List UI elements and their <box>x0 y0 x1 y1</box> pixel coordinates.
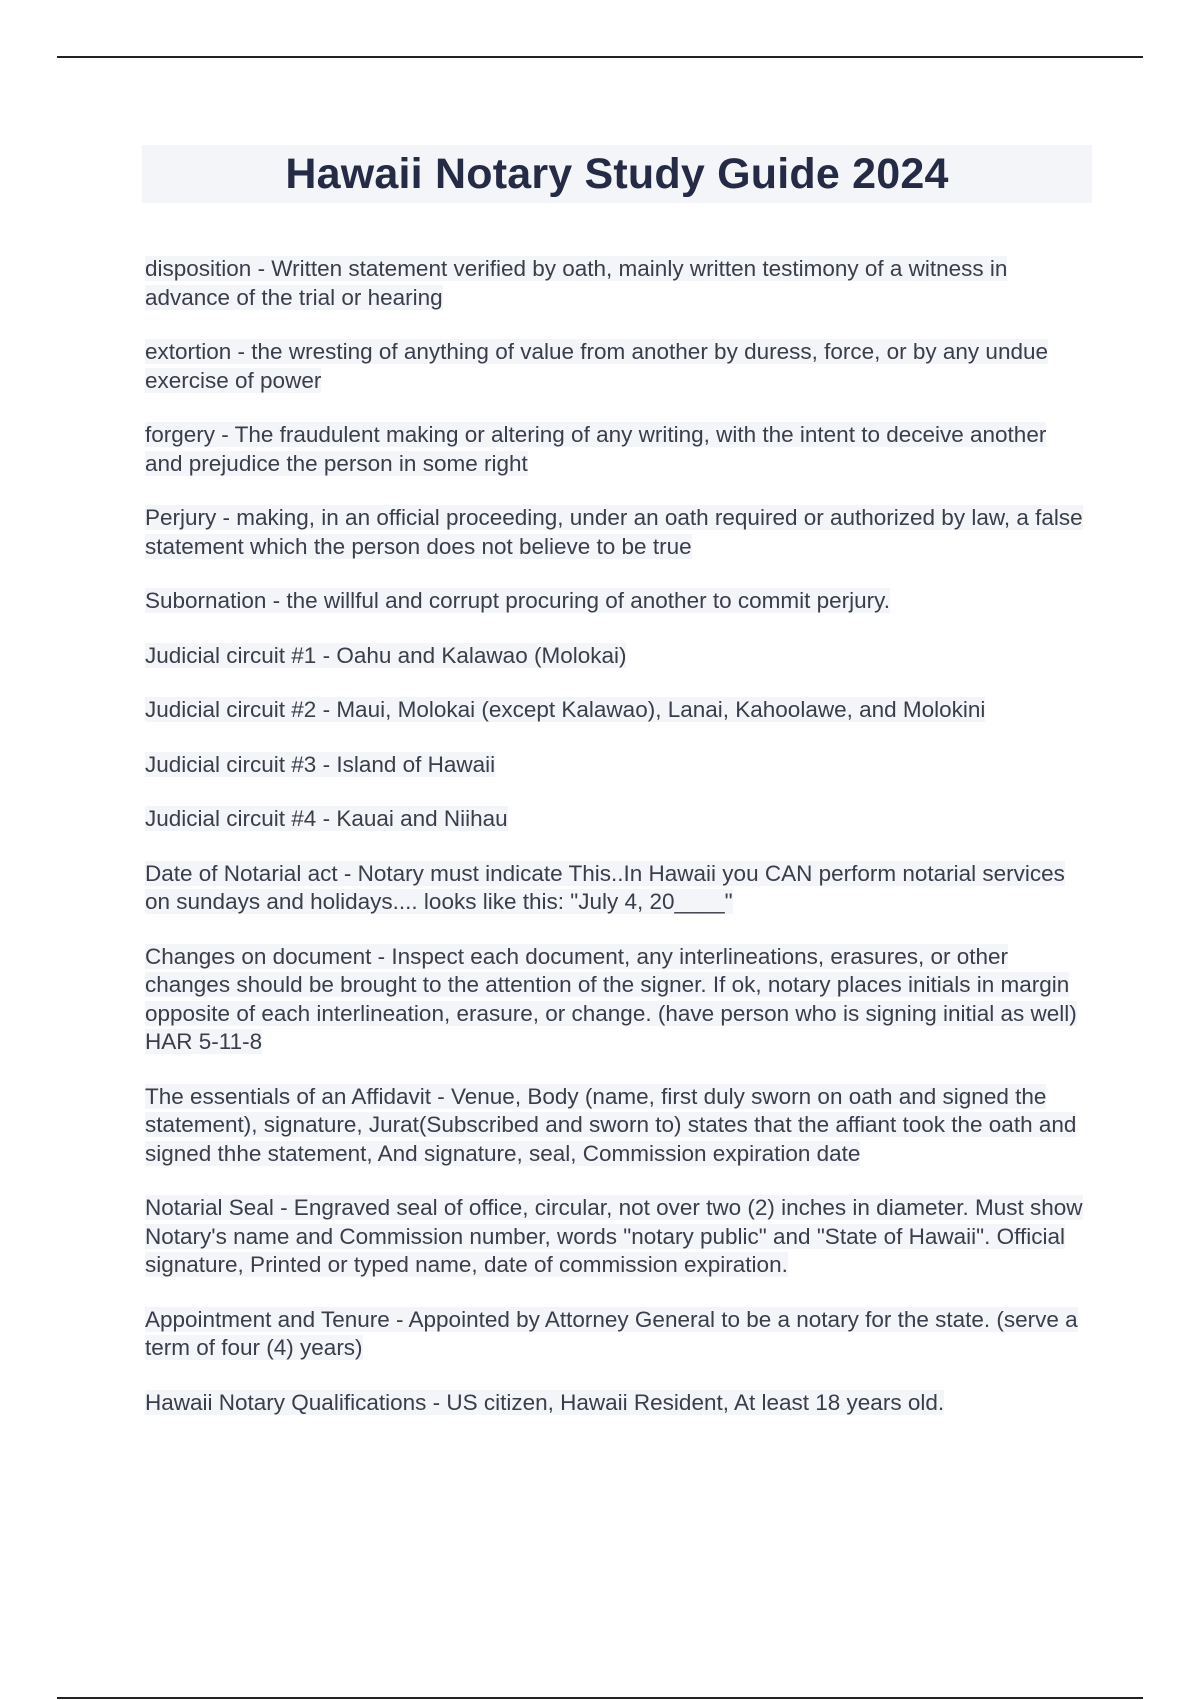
entry-affidavit-essentials <box>145 1083 1090 1169</box>
entry-disposition <box>145 255 1090 312</box>
bottom-divider <box>57 1697 1143 1699</box>
entry-text: Judicial circuit #1 - Oahu and Kalawao (Molokai) <box>145 642 627 668</box>
entry-notary-qualifications <box>145 1389 1090 1418</box>
entry-appointment-tenure <box>145 1306 1090 1363</box>
entry-extortion <box>145 338 1090 395</box>
study-guide-entries <box>145 255 1090 1443</box>
entry-judicial-circuit-1 <box>145 642 1090 671</box>
entry-date-of-notarial-act <box>145 860 1090 917</box>
entry-text: Subornation - the willful and corrupt procuring of another to commit perjury. <box>145 588 890 613</box>
entry-text: Notarial Seal - Engraved seal of office, circular, not over two (2) inches in diameter. Must show Notary's name and Commission number, words "notary public" and "State of Hawaii". Official signature, Printed or typed name, date of commission expiration. <box>145 1195 1083 1277</box>
entry-text: The essentials of an Affidavit - Venue, Body (name, first duly sworn on oath and signed the statement), signature, Jurat(Subscribed and sworn to) states that the affiant took the oath and signed thhe statement, And signature, seal, Commission expiration date <box>145 1083 1077 1166</box>
entry-text: Appointment and Tenure - Appointed by Attorney General to be a notary for the state. (serve a term of four (4) years) <box>145 1306 1078 1360</box>
entry-changes-on-document <box>145 943 1090 1057</box>
entry-judicial-circuit-2 <box>145 696 1090 725</box>
entry-text: disposition - Written statement verified by oath, mainly written testimony of a witness in advance of the trial or hearing <box>145 256 1008 310</box>
entry-text: Perjury - making, in an official proceeding, under an oath required or authorized by law, a false statement which the person does not believe to be true <box>145 505 1083 559</box>
page-title: Hawaii Notary Study Guide 2024 <box>285 149 949 198</box>
entry-subornation <box>145 587 1090 616</box>
entry-text: Date of Notarial act - Notary must indicate This..In Hawaii you CAN perform notarial services on sundays and holidays.... looks like this: "July 4, 20____" <box>145 860 1065 914</box>
entry-text: extortion - the wresting of anything of value from another by duress, force, or by any undue exercise of power <box>145 339 1048 393</box>
entry-judicial-circuit-3 <box>145 751 1090 780</box>
entry-text: Hawaii Notary Qualifications - US citizen, Hawaii Resident, At least 18 years old. <box>145 1389 945 1415</box>
entry-text: Changes on document - Inspect each document, any interlineations, erasures, or other changes should be brought to the attention of the signer. If ok, notary places initials in margin opposite of each interlineation, erasure, or change. (have person who is signing initial as well) HAR 5-11-8 <box>145 943 1077 1054</box>
entry-notarial-seal <box>145 1194 1090 1280</box>
entry-perjury <box>145 504 1090 561</box>
title-band <box>142 145 1092 203</box>
entry-text: Judicial circuit #4 - Kauai and Niihau <box>145 806 508 831</box>
entry-judicial-circuit-4 <box>145 805 1090 834</box>
entry-text: forgery - The fraudulent making or altering of any writing, with the intent to deceive another and prejudice the person in some right <box>145 422 1047 476</box>
entry-text: Judicial circuit #2 - Maui, Molokai (except Kalawao), Lanai, Kahoolawe, and Molokini <box>145 697 986 722</box>
top-divider <box>57 56 1143 58</box>
entry-forgery <box>145 421 1090 478</box>
entry-text: Judicial circuit #3 - Island of Hawaii <box>145 751 496 777</box>
